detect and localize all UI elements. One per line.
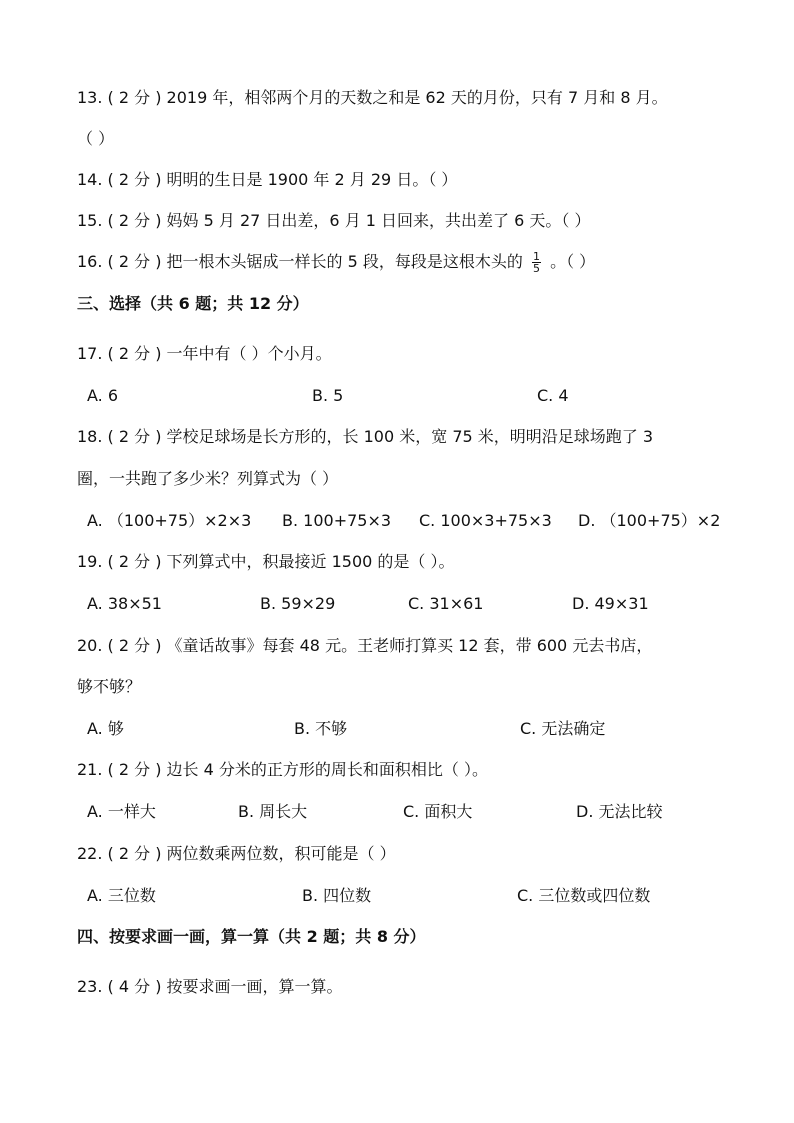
fraction-one-fifth [532, 251, 541, 274]
q22-option-b: B. 四位数 [302, 886, 372, 905]
question-18-line-1: 18. ( 2 分 ) 学校足球场是长方形的，长 100 米，宽 75 米，明明沿足球场跑了 3 [77, 427, 654, 446]
fraction-denominator: 5 [533, 262, 540, 275]
q19-option-b: B. 59×29 [260, 594, 336, 613]
question-19: 19. ( 2 分 ) 下列算式中，积最接近 1500 的是（ ）。 [77, 552, 455, 571]
question-18-line-2: 圈，一共跑了多少米？列算式为（ ） [77, 469, 339, 488]
q19-option-d: D. 49×31 [572, 594, 649, 613]
question-14: 14. ( 2 分 ) 明明的生日是 1900 年 2 月 29 日。（ ） [77, 170, 458, 189]
question-16 [77, 250, 595, 274]
question-21: 21. ( 2 分 ) 边长 4 分米的正方形的周长和面积相比（ ）。 [77, 760, 488, 779]
q17-option-c: C. 4 [537, 386, 569, 405]
question-22: 22. ( 2 分 ) 两位数乘两位数，积可能是（ ） [77, 844, 396, 863]
section-4-title: 四、按要求画一画，算一算（共 2 题；共 8 分） [77, 927, 426, 946]
q21-option-c: C. 面积大 [403, 802, 473, 821]
question-16-blank: 。（ ） [550, 252, 596, 271]
question-20-line-1: 20. ( 2 分 ) 《童话故事》每套 48 元。王老师打算买 12 套，带 600 元去书店， [77, 636, 653, 655]
question-20-line-2: 够不够？ [77, 677, 142, 696]
question-13-answer-blank: （ ） [77, 129, 115, 148]
fraction-numerator: 1 [533, 250, 540, 263]
q22-option-c: C. 三位数或四位数 [517, 886, 651, 905]
q18-option-b: B. 100+75×3 [282, 511, 392, 530]
question-17: 17. ( 2 分 ) 一年中有（ ）个小月。 [77, 344, 332, 363]
q18-option-c: C. 100×3+75×3 [419, 511, 552, 530]
q21-option-a: A. 一样大 [87, 802, 156, 821]
section-3-title: 三、选择（共 6 题；共 12 分） [77, 294, 309, 313]
q18-option-d: D. （100+75）×2 [578, 511, 721, 530]
question-15: 15. ( 2 分 ) 妈妈 5 月 27 日出差，6 月 1 日回来，共出差了 6 天。（ ） [77, 211, 591, 230]
q20-option-b: B. 不够 [294, 719, 348, 738]
question-23: 23. ( 4 分 ) 按要求画一画，算一算。 [77, 977, 343, 996]
q17-option-a: A. 6 [87, 386, 119, 405]
q18-option-a: A. （100+75）×2×3 [87, 511, 252, 530]
q22-option-a: A. 三位数 [87, 886, 156, 905]
q21-option-d: D. 无法比较 [576, 802, 663, 821]
question-13-line-1: 13. ( 2 分 ) 2019 年，相邻两个月的天数之和是 62 天的月份，只有 7 月和 8 月。 [77, 88, 668, 107]
q19-option-c: C. 31×61 [408, 594, 484, 613]
question-16-text: 16. ( 2 分 ) 把一根木头锯成一样长的 5 段，每段是这根木头的 [77, 252, 523, 271]
q17-option-b: B. 5 [312, 386, 344, 405]
q19-option-a: A. 38×51 [87, 594, 162, 613]
q20-option-c: C. 无法确定 [520, 719, 606, 738]
q21-option-b: B. 周长大 [238, 802, 308, 821]
q20-option-a: A. 够 [87, 719, 124, 738]
